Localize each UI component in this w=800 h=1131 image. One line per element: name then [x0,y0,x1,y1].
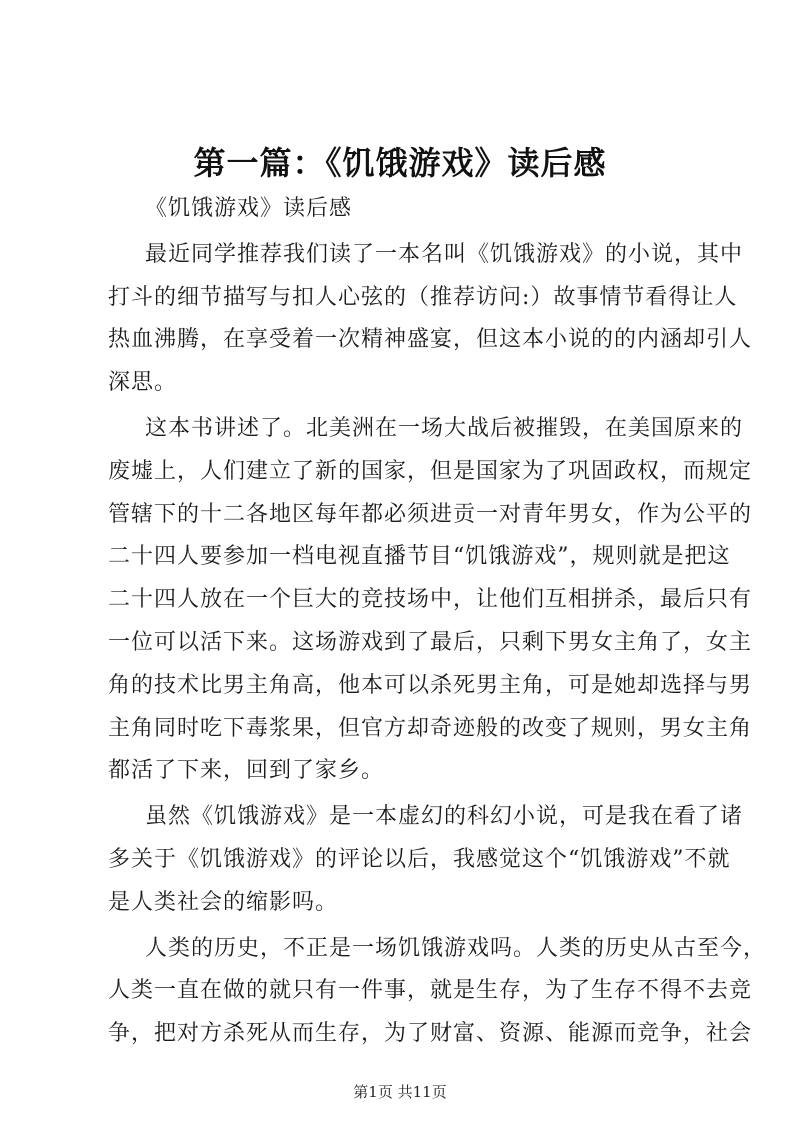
text-line: 虽然《饥饿游戏》是一本虚幻的科幻小说，可是我在看了诸 [145,804,744,830]
text-line: 二十四人要参加一档电视直播节目“饥饿游戏”，规则就是把这 [108,544,731,570]
text-line: 这本书讲述了。北美洲在一场大战后被摧毁，在美国原来的 [145,415,744,441]
text-line: 人类的历史，不正是一场饥饿游戏吗。人类的历史从古至今， [145,935,767,961]
text-line: 热血沸腾，在享受着一次精神盛宴，但这本小说的的内涵却引人 [108,327,753,353]
page-footer: 第1页 共11页 [353,1083,447,1101]
text-line: 深思。 [108,370,178,396]
text-line: 主角同时吃下毒浆果，但官方却奇迹般的改变了规则，男女主角 [108,715,753,741]
text-line: 二十四人放在一个巨大的竞技场中，让他们互相拼杀，最后只有 [108,587,753,613]
text-line: 打斗的细节描写与扣人心弦的（推荐访问:）故事情节看得让人 [108,284,738,310]
text-line: 《饥饿游戏》读后感 [145,196,353,221]
text-line: 角的技术比男主角高，他本可以杀死男主角，可是她却选择与男 [108,672,753,698]
text-line: 废墟上，人们建立了新的国家，但是国家为了巩固政权，而规定 [108,458,753,484]
document-title: 第一篇：《饥饿游戏》读后感 [193,144,607,182]
paragraph [108,928,767,1056]
text-line: 争，把对方杀死从而生存，为了财富、资源、能源而竞争，社会 [108,1021,753,1047]
text-line: 管辖下的十二各地区每年都必须进贡一对青年男女，作为公平的 [108,501,753,527]
paragraph [108,408,753,793]
document-body [108,188,767,1059]
text-line: 多关于《饥饿游戏》的评论以后，我感觉这个“饥饿游戏”不就 [108,846,731,872]
paragraph [108,234,753,405]
text-line: 都活了下来，回到了家乡。 [108,758,385,784]
subtitle [108,188,702,231]
paragraph [108,796,744,924]
text-line: 人类一直在做的就只有一件事，就是生存，为了生存不得不去竞 [108,978,753,1004]
text-line: 最近同学推荐我们读了一本名叫《饥饿游戏》的小说，其中 [145,241,744,267]
text-line: 一位可以活下来。这场游戏到了最后，只剩下男女主角了，女主 [108,629,753,655]
text-line: 是人类社会的缩影吗。 [108,889,339,915]
